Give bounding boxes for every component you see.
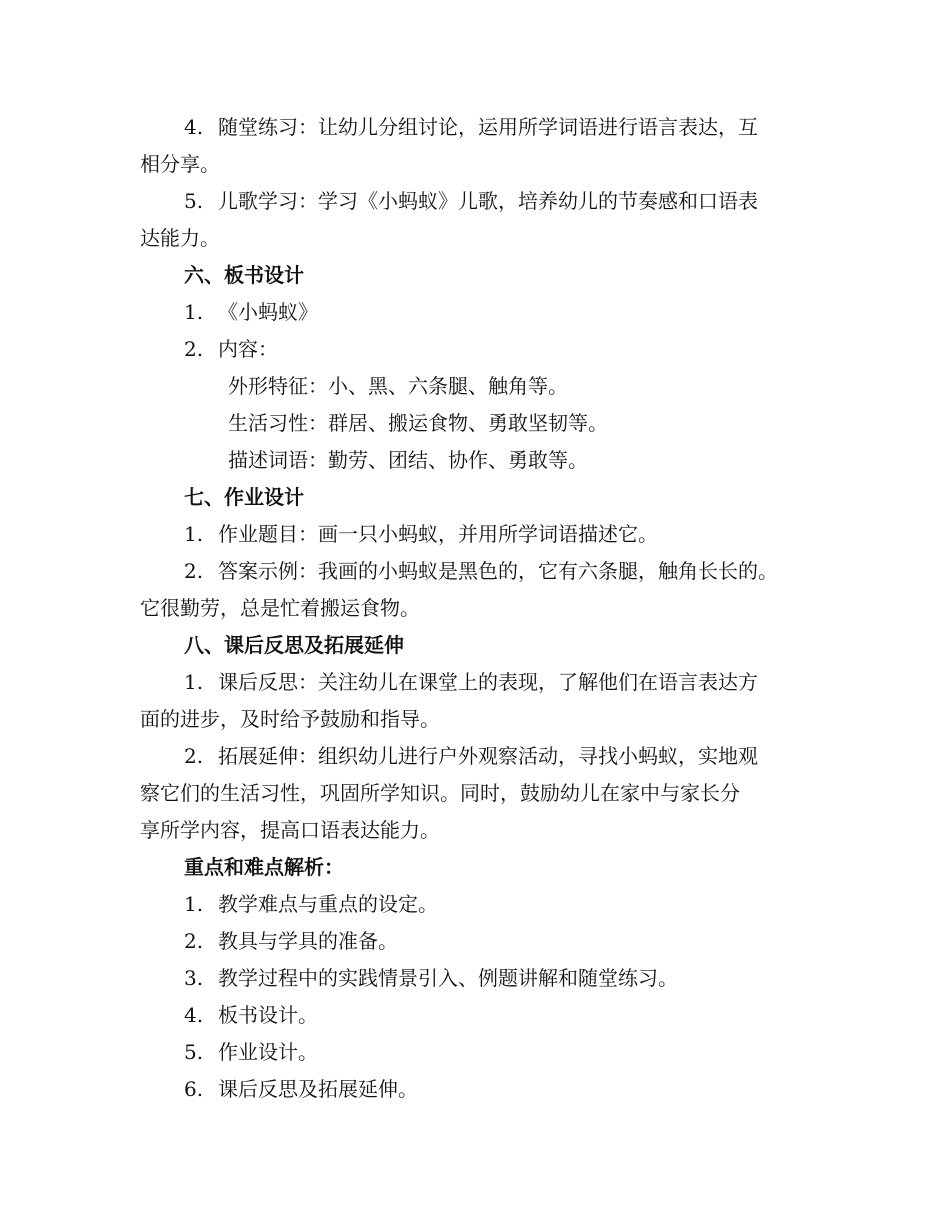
board-sub-item: 描述词语：勤劳、团结、协作、勇敢等。: [228, 448, 588, 472]
paragraph-text: 拓展延伸：组织幼儿进行户外观察活动，寻找小蚂蚁，实地观: [218, 744, 758, 768]
reflection-item-1: [0, 669, 950, 695]
key-point-item: [0, 928, 950, 954]
paragraph-continuation: 相分享。: [140, 152, 220, 176]
paragraph-continuation: 享所学内容，提高口语表达能力。: [140, 818, 440, 842]
list-number: 1.: [184, 522, 204, 546]
paragraph-continuation: 达能力。: [140, 226, 220, 250]
list-number: 1.: [184, 300, 204, 324]
list-number: 4.: [184, 1003, 204, 1027]
paragraph-text: 《小蚂蚁》: [218, 300, 318, 324]
paragraph-text: 作业题目：画一只小蚂蚁，并用所学词语描述它。: [218, 522, 658, 546]
paragraph-text: 教具与学具的准备。: [218, 929, 398, 953]
list-number: 5.: [184, 189, 204, 213]
list-number: 1.: [184, 670, 204, 694]
list-number: 2.: [184, 929, 204, 953]
board-sub-item: 生活习性：群居、搬运食物、勇敢坚韧等。: [228, 411, 608, 435]
list-number: 3.: [184, 966, 204, 990]
practice-item-5: [0, 188, 950, 214]
section-heading-homework: 七、作业设计: [184, 485, 304, 509]
list-number: 2.: [184, 744, 204, 768]
board-item-2: [0, 336, 950, 362]
list-number: 2.: [184, 337, 204, 361]
paragraph-text: 随堂练习：让幼儿分组讨论，运用所学词语进行语言表达，互: [218, 115, 758, 139]
paragraph-continuation: 面的进步，及时给予鼓励和指导。: [140, 707, 440, 731]
key-point-item: [0, 1076, 950, 1102]
paragraph-text: 板书设计。: [218, 1003, 318, 1027]
section-heading-key-points: 重点和难点解析：: [184, 855, 344, 879]
section-heading-reflection: 八、课后反思及拓展延伸: [184, 633, 404, 657]
board-item-1: [0, 299, 950, 325]
key-point-item: [0, 1039, 950, 1065]
list-number: 1.: [184, 892, 204, 916]
paragraph-text: 教学难点与重点的设定。: [218, 892, 438, 916]
paragraph-text: 儿歌学习：学习《小蚂蚁》儿歌，培养幼儿的节奏感和口语表: [218, 189, 758, 213]
section-heading-board-design: 六、板书设计: [184, 263, 304, 287]
paragraph-continuation: 它很勤劳，总是忙着搬运食物。: [140, 596, 420, 620]
paragraph-text: 课后反思及拓展延伸。: [218, 1077, 418, 1101]
key-point-item: [0, 1002, 950, 1028]
paragraph-text: 内容：: [218, 337, 278, 361]
paragraph-text: 作业设计。: [218, 1040, 318, 1064]
key-point-item: [0, 965, 950, 991]
paragraph-text: 答案示例：我画的小蚂蚁是黑色的，它有六条腿，触角长长的。: [218, 559, 778, 583]
key-point-item: [0, 891, 950, 917]
paragraph-continuation: 察它们的生活习性，巩固所学知识。同时，鼓励幼儿在家中与家长分: [140, 781, 740, 805]
practice-item-4: [0, 114, 950, 140]
paragraph-text: 教学过程中的实践情景引入、例题讲解和随堂练习。: [218, 966, 678, 990]
paragraph-text: 课后反思：关注幼儿在课堂上的表现，了解他们在语言表达方: [218, 670, 758, 694]
homework-item-1: [0, 521, 950, 547]
reflection-item-2: [0, 743, 950, 769]
homework-item-2: [0, 558, 950, 584]
list-number: 2.: [184, 559, 204, 583]
list-number: 4.: [184, 115, 204, 139]
list-number: 6.: [184, 1077, 204, 1101]
list-number: 5.: [184, 1040, 204, 1064]
board-sub-item: 外形特征：小、黑、六条腿、触角等。: [228, 374, 568, 398]
